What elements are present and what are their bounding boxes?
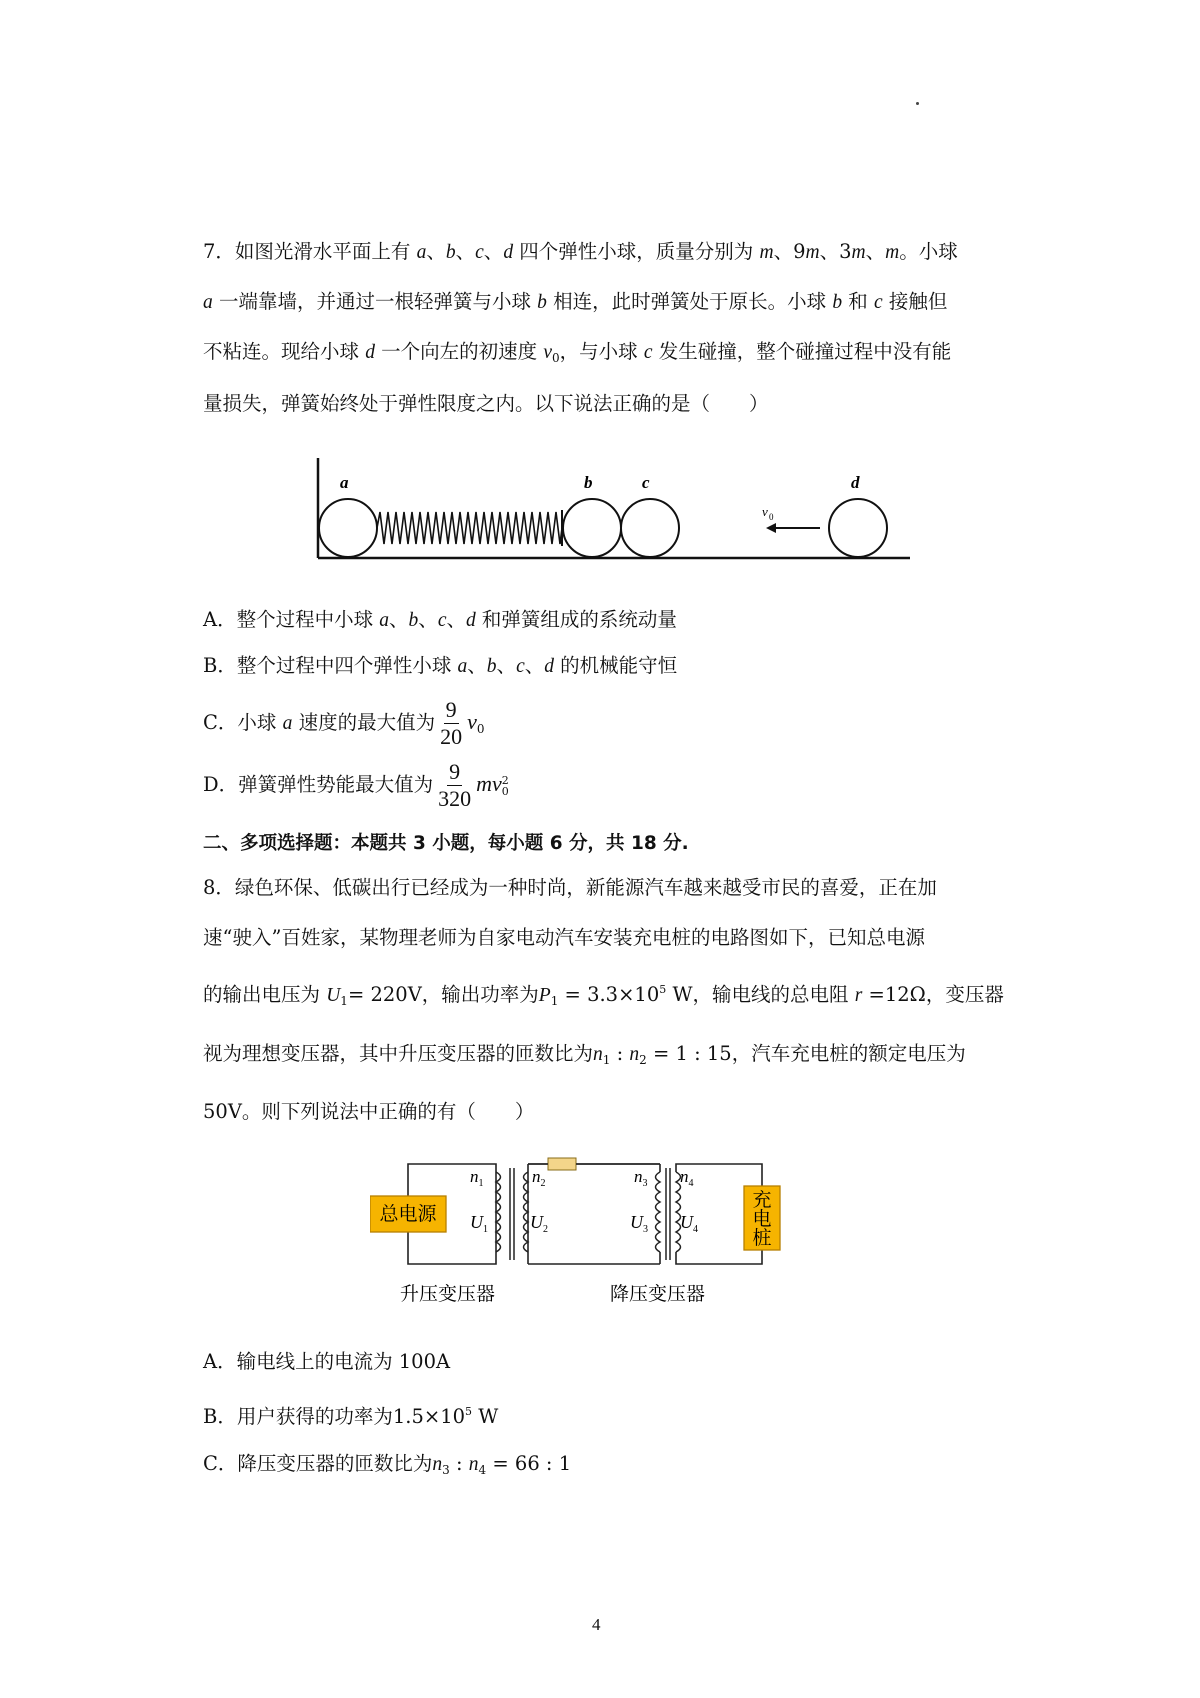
q7-option-a: A．整个过程中小球 a、b、c、d 和弹簧组成的系统动量	[203, 608, 677, 631]
line-resistor	[548, 1158, 576, 1170]
ball-d	[829, 499, 887, 557]
label-n4: $n_4$	[680, 1167, 694, 1189]
q8-option-c: C．降压变压器的匝数比为$n_3$ : $n_4 = 66$ : 1	[203, 1452, 572, 1477]
section-2-heading: 二、多项选择题：本题共 3 小题，每小题 6 分，共 18 分.	[203, 833, 689, 854]
charger-char-3: 桩	[752, 1227, 772, 1249]
ball-b	[563, 499, 621, 557]
label-b: b	[584, 473, 593, 492]
label-n1: $n_1$	[470, 1167, 484, 1189]
q8-option-a: A．输电线上的电流为 100A	[203, 1350, 451, 1373]
label-U3: $U_3$	[630, 1212, 648, 1235]
label-v: v	[762, 504, 768, 519]
coil-n3	[656, 1172, 661, 1252]
label-U2: $U_2$	[530, 1212, 548, 1235]
q7-line-1: 7．如图光滑水平面上有 a、b、c、d 四个弹性小球，质量分别为 m、9m、3m、m。小球	[203, 240, 958, 263]
q7-option-b: B．整个过程中四个弹性小球 a、b、c、d 的机械能守恒	[203, 654, 678, 677]
label-n2: $n_2$	[532, 1167, 546, 1189]
q8-line-4: 视为理想变压器，其中升压变压器的匝数比为$n_1$ : $n_2 = 1$ : 15，汽车充电桩的额定电压为	[203, 1042, 966, 1067]
label-v-sub: 0	[769, 512, 774, 522]
q7-option-d: D．弹簧弹性势能最大值为 $\frac{9}{320}$ mv 2 0	[203, 759, 509, 811]
q8-line-1: 8．绿色环保、低碳出行已经成为一种时尚，新能源汽车越来越受市民的喜爱，正在加	[203, 876, 937, 899]
label-d: d	[851, 473, 860, 492]
label-U4: $U_4$	[680, 1212, 698, 1235]
q7-line-2: a 一端靠墙，并通过一根轻弹簧与小球 b 相连，此时弹簧处于原长。小球 b 和 c 接触但	[203, 290, 948, 313]
label-U1: $U_1$	[470, 1212, 488, 1235]
q8-line-2: 速“驶入”百姓家，某物理老师为自家电动汽车安装充电桩的电路图如下，已知总电源	[203, 926, 925, 949]
step-up-label: 升压变压器	[400, 1283, 496, 1305]
fraction-9-320: $\frac{9}{320}$	[438, 759, 472, 811]
step-down-label: 降压变压器	[610, 1283, 706, 1305]
spring	[377, 512, 562, 544]
ball-c	[621, 499, 679, 557]
label-n3: $n_3$	[634, 1167, 648, 1189]
charger-char-1: 充	[752, 1189, 772, 1211]
label-a: a	[340, 473, 349, 492]
label-c: c	[642, 473, 650, 492]
q7-option-c: C．小球 a 速度的最大值为 $\frac{9}{20}$ $v_0$	[203, 697, 485, 749]
page-number: 4	[592, 1615, 601, 1634]
q8-circuit-diagram	[370, 1150, 830, 1310]
q8-line-3: 的输出电压为 $U_1= 220V$，输出功率为$P_1 = 3.3\times 10^5$ W，输电线的总电阻 r =12Ω，变压器	[203, 983, 1004, 1008]
stray-dot	[916, 102, 919, 105]
q7-line-3: 不粘连。现给小球 d 一个向左的初速度 $v_0$，与小球 c 发生碰撞，整个碰撞过程中没有能	[203, 340, 952, 365]
q8-line-5: 50V。则下列说法中正确的有（ ）	[203, 1100, 535, 1123]
q7-line-4: 量损失，弹簧始终处于弹性限度之内。以下说法正确的是（ ）	[203, 392, 769, 415]
power-source-label: 总电源	[379, 1203, 437, 1225]
ball-a	[319, 499, 377, 557]
velocity-arrow-head	[766, 523, 776, 533]
charger-char-2: 电	[752, 1208, 772, 1230]
q8-option-b: B．用户获得的功率为$1.5\times 10^5$ W	[203, 1405, 499, 1428]
fraction-9-20: $\frac{9}{20}$	[440, 697, 463, 749]
q7-figure	[300, 448, 920, 570]
